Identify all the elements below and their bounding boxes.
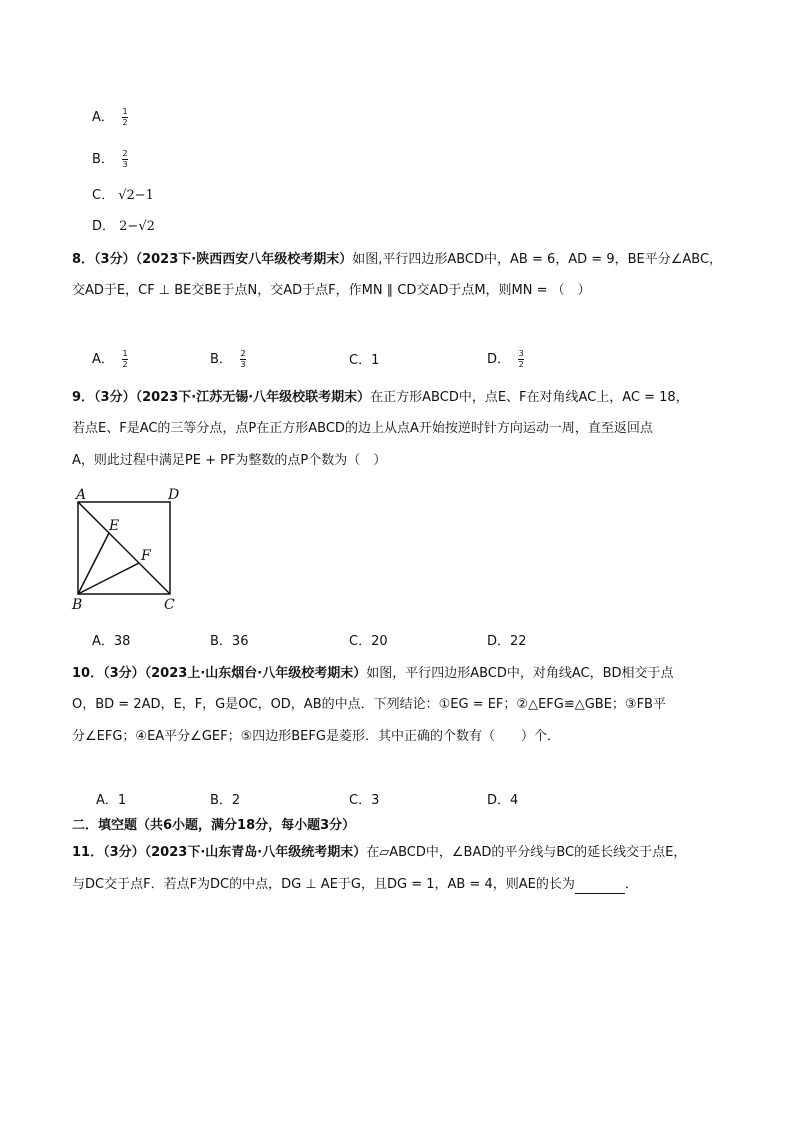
question-score: （3分） [103,666,145,681]
option-text: 3 [371,793,380,808]
option-text: 36 [231,634,249,649]
square-figure [70,484,190,614]
q8-option-c[interactable] [349,352,379,370]
q10-line1 [72,665,674,683]
option-text: 22 [510,634,527,649]
label-c: C [164,597,175,613]
option-label: C． [349,634,372,649]
q9-line3 [72,452,386,470]
q10-line3 [72,728,560,746]
denominator: 3 [122,160,128,169]
question-text: O，BD = 2AD，E，F，G是OC，OD，AB的中点．下列结论：①EG = EF；②△EFG≌△GBE；③FB平 [72,697,666,712]
q9-option-c[interactable] [349,633,388,651]
numerator: 2 [122,149,128,158]
option-text: 2 [231,793,241,808]
question-text: A，则此过程中满足PE + PF为整数的点P个数为（ ） [72,453,387,468]
option-label: B． [92,152,114,167]
question-text: 如图，平行四边形ABCD中，对角线AC，BD相交于点 [366,666,674,681]
question-text: 在▱ABCD中，∠BAD的平分线与BC的延长线交于点E， [366,845,687,860]
option-label: C． [92,188,115,203]
diagonal-ac [78,502,170,594]
question-source: （2023上·山东烟台·八年级校考期末） [144,666,367,681]
option-label: B． [210,352,232,367]
q8-line1 [72,251,722,269]
denominator: 2 [122,360,128,369]
q10-option-b[interactable] [210,792,240,810]
option-label: B． [210,793,232,808]
question-number: 9． [72,390,95,405]
q9-line1 [72,389,689,407]
fraction [240,350,246,369]
section-title: 二．填空题（共6小题，满分18分，每小题3分） [72,818,356,833]
numerator: 1 [122,107,128,116]
numerator: 3 [518,349,524,358]
option-label: D． [487,634,511,649]
q10-line2 [72,696,666,714]
option-label: A． [92,352,114,367]
fraction [122,108,128,127]
question-text: 如图,平行四边形ABCD中，AB = 6，AD = 9，BE平分∠ABC， [352,252,723,267]
question-score: （3分） [94,252,136,267]
option-c-prev[interactable] [92,187,154,205]
option-label: A． [92,110,114,125]
numerator: 1 [122,349,128,358]
label-f: F [141,548,151,564]
option-label: D． [92,219,116,234]
question-source: （2023下·江苏无锡·八年级校联考期末） [135,390,371,405]
question-text: 若点E、F是AC的三等分点，点P在正方形ABCD的边上从点A开始按逆时针方向运动一周，直至返回点 [72,421,653,436]
fraction [122,150,128,169]
option-text: 2−√2 [119,219,155,234]
option-text: 1 [371,353,380,368]
q11-line1 [72,844,686,862]
q8-option-d[interactable] [487,350,524,369]
q10-option-c[interactable] [349,792,379,810]
q10-option-d[interactable] [487,792,518,810]
option-label: B． [210,634,232,649]
question-source: （2023下·陕西西安八年级校考期末） [135,252,353,267]
numerator: 2 [240,349,246,358]
option-d-prev[interactable] [92,218,155,236]
q8-line2 [72,282,591,300]
option-label: D． [487,793,511,808]
question-text: 交AD于E，CF ⊥ BE交BE于点N，交AD于点F，作MN ∥ CD交AD于点M，则MN = （ ） [72,283,591,298]
option-label: C． [349,793,372,808]
label-a: A [76,487,87,503]
q9-option-a[interactable] [92,633,130,651]
question-score: （3分） [103,845,145,860]
label-e: E [109,518,120,534]
option-text: 1 [117,793,127,808]
label-b: B [72,597,83,613]
question-score: （3分） [94,390,136,405]
question-text: 与DC交于点F．若点F为DC的中点，DG ⊥ AE于G，且DG = 1，AB = 4，则AE的长为 [72,877,575,892]
fraction [518,350,524,369]
denominator: 2 [122,118,128,127]
answer-blank[interactable] [575,881,625,894]
q10-option-a[interactable] [96,792,126,810]
q8-option-b[interactable] [210,350,246,369]
question-text-end: ． [624,877,638,892]
q9-option-b[interactable] [210,633,248,651]
option-label: C． [349,353,372,368]
option-text: 38 [113,634,131,649]
option-text: √2−1 [118,188,154,203]
option-text: 4 [510,793,519,808]
question-number: 11． [72,845,104,860]
q9-line2 [72,420,653,438]
question-number: 10． [72,666,104,681]
option-label: A． [96,793,118,808]
segment-bf [78,563,139,594]
q9-option-d[interactable] [487,633,527,651]
question-text: 分∠EFG；④EA平分∠GEF；⑤四边形BEFG是菱形．其中正确的个数有（ ）个． [72,729,560,744]
option-label: D． [487,352,511,367]
q8-option-a[interactable] [92,350,128,369]
denominator: 3 [240,360,246,369]
fraction [122,350,128,369]
option-label: A． [92,634,114,649]
option-a-prev[interactable] [92,108,128,127]
label-d: D [168,487,180,503]
q11-line2 [72,876,638,894]
option-b-prev[interactable] [92,150,128,169]
denominator: 2 [518,360,524,369]
question-source: （2023下·山东青岛·八年级统考期末） [144,845,367,860]
option-text: 20 [371,634,388,649]
segment-be [78,533,109,594]
question-number: 8． [72,252,95,267]
question-text: 在正方形ABCD中，点E、F在对角线AC上，AC = 18， [370,390,689,405]
